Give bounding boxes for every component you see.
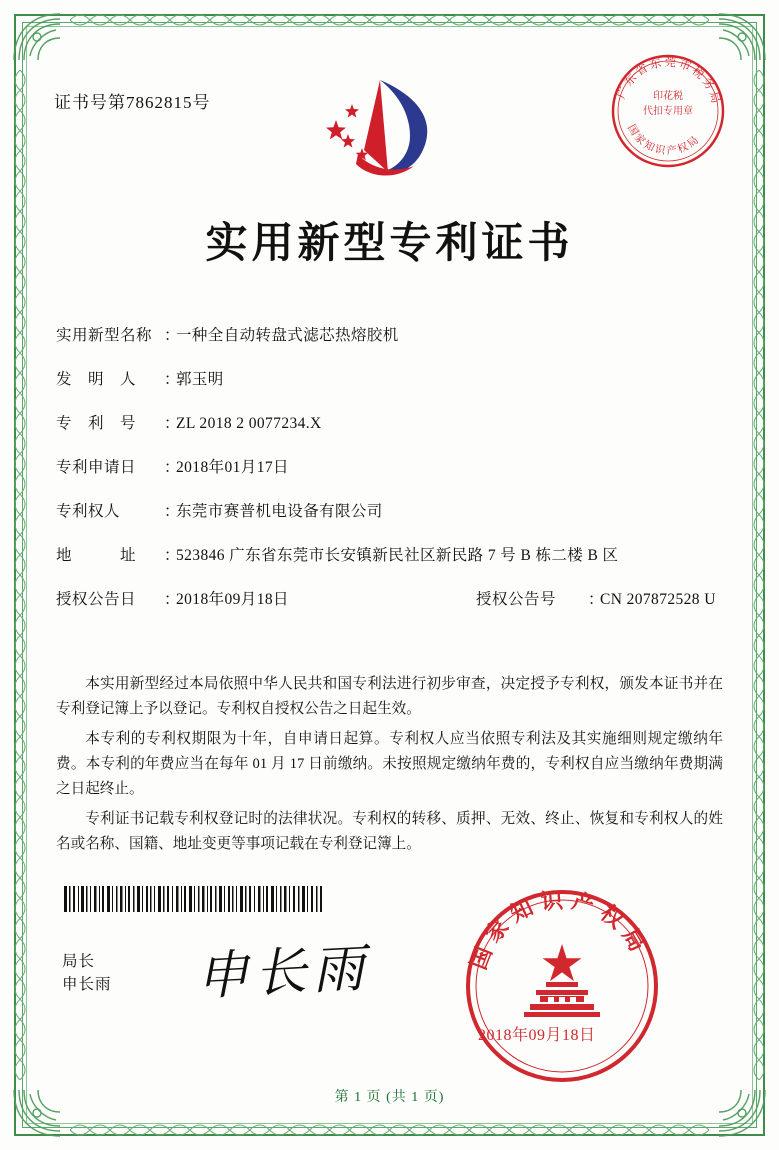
field-row-patentee	[56, 501, 723, 523]
field-label: 实用新型名称	[56, 327, 153, 344]
field-row-patent-number	[56, 413, 723, 435]
border-pattern-bottom	[70, 1119, 709, 1141]
barcode	[64, 886, 322, 912]
field-label: 专 利 号	[56, 415, 137, 432]
page-title: 实用新型专利证书	[205, 221, 574, 267]
field-label: 授权公告日	[56, 591, 137, 608]
field-value: 2018年09月18日	[176, 591, 289, 608]
tax-seal-line-1: 印花税	[653, 91, 683, 102]
signature-title-label: 局长	[62, 953, 96, 970]
tax-stamp-seal	[609, 52, 727, 170]
field-colon: ：	[164, 591, 180, 608]
field-colon: ：	[164, 503, 180, 520]
field-colon: ：	[164, 371, 180, 388]
paragraph-2: 本专利的专利权期限为十年，自申请日起算。专利权人应当依照专利法及其实施细则规定缴纳年费。本专利的年费应当在每年 01 月 17 日前缴纳。未按照规定缴纳年费的，专利权自应当缴纳年费期满之日起终止。	[56, 731, 723, 797]
field-value: 2018年01月17日	[176, 459, 289, 476]
field-list	[56, 325, 723, 633]
field-value-secondary: CN 207872528 U	[600, 591, 716, 608]
field-label-secondary: 授权公告号	[476, 591, 557, 608]
field-label: 发 明 人	[56, 371, 137, 388]
field-value: ZL 2018 2 0077234.X	[176, 415, 322, 432]
field-row-utility-model-name	[56, 325, 723, 347]
field-colon: ：	[164, 327, 180, 344]
paragraph-1: 本实用新型经过本局依照中华人民共和国专利法进行初步审查，决定授予专利权，颁发本证书并在专利登记簿上予以登记。专利权自授权公告之日起生效。	[56, 676, 723, 717]
field-label: 专利权人	[56, 503, 121, 520]
field-label: 地 址	[56, 547, 137, 564]
signature-block	[62, 950, 112, 996]
body-text	[56, 672, 723, 862]
field-label: 专利申请日	[56, 459, 137, 476]
signature-name-label: 申长雨	[62, 976, 112, 993]
field-value: 郭玉明	[176, 371, 224, 388]
certificate-number: 证书号第7862815号	[54, 93, 211, 112]
border-pattern-top	[70, 9, 709, 31]
field-row-address	[56, 545, 723, 567]
field-colon: ：	[588, 591, 604, 608]
page-footer: 第 1 页 (共 1 页)	[334, 1090, 445, 1105]
corner-ornament-icon	[10, 10, 64, 64]
field-colon: ：	[164, 459, 180, 476]
seal-date: 2018年09月18日	[478, 1027, 596, 1044]
paragraph-3: 专利证书记载专利权登记时的法律状况。专利权的转移、质押、无效、终止、恢复和专利权人的姓名或名称、国籍、地址变更等事项记载在专利登记簿上。	[56, 811, 723, 852]
field-colon: ：	[164, 547, 180, 564]
field-value: 523846 广东省东莞市长安镇新民社区新民路 7 号 B 栋二楼 B 区	[176, 547, 619, 564]
cnipa-logo-icon	[318, 72, 448, 192]
svg-text:广东省东莞市税务局: 广东省东莞市税务局	[615, 56, 722, 108]
field-row-grant-announcement	[56, 589, 723, 611]
field-row-application-date	[56, 457, 723, 479]
government-seal	[462, 886, 662, 1086]
svg-text:国家知识产权局: 国家知识产权局	[625, 123, 703, 158]
svg-text:国家知识产权局: 国家知识产权局	[465, 887, 654, 973]
signature-handwriting: 申长雨	[194, 940, 372, 1007]
tax-seal-line-2: 代扣专用章	[643, 106, 693, 117]
field-colon: ：	[164, 415, 180, 432]
field-value: 东莞市赛普机电设备有限公司	[176, 503, 383, 520]
field-value: 一种全自动转盘式滤芯热熔胶机	[176, 327, 399, 344]
field-row-inventor	[56, 369, 723, 391]
